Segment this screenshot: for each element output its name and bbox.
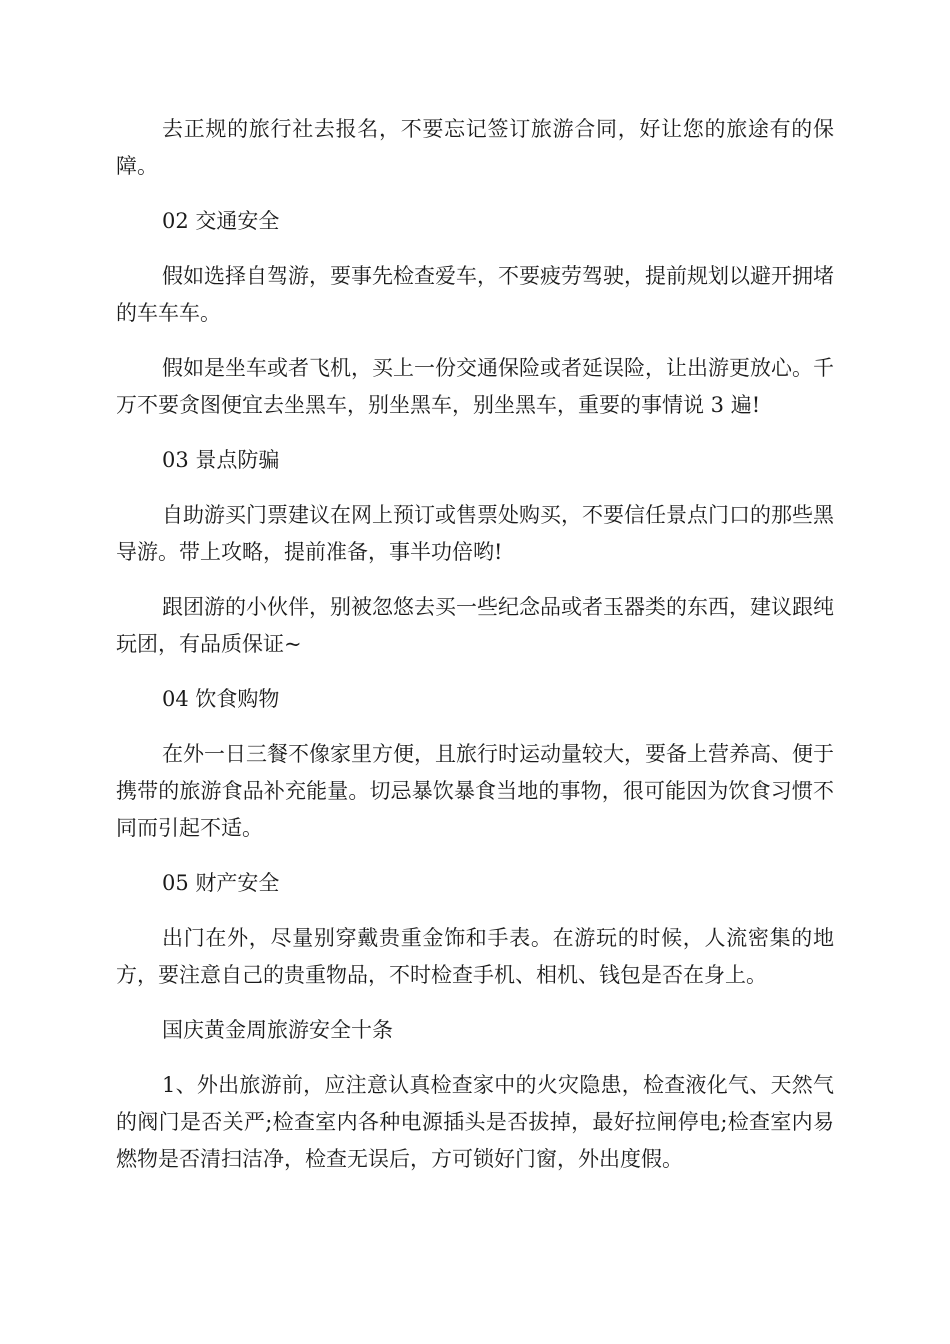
paragraph-self-drive: 假如选择自驾游，要事先检查爱车，不要疲劳驾驶，提前规划以避开拥堵的车车车。	[116, 264, 834, 325]
heading-property-safety: 05 财产安全	[162, 871, 280, 895]
heading-traffic-safety: 02 交通安全	[162, 209, 280, 233]
heading-ten-rules: 国庆黄金周旅游安全十条	[162, 1018, 393, 1042]
heading-scenic-spot-fraud: 03 景点防骗	[162, 448, 280, 472]
paragraph-transport-insurance: 假如是坐车或者飞机，买上一份交通保险或者延误险，让出游更放心。千万不要贪图便宜去坐黑车，别坐黑车，别坐黑车，重要的事情说 3 遍!	[116, 356, 834, 417]
paragraph-rule-1: 1、外出旅游前，应注意认真检查家中的火灾隐患，检查液化气、天然气的阀门是否关严;检查室内各种电源插头是否拔掉，最好拉闸停电;检查室内易燃物是否清扫洁净，检查无误后，方可锁好门窗，外出度假。	[116, 1073, 834, 1171]
document-page	[116, 111, 834, 1196]
paragraph-travel-agency: 去正规的旅行社去报名，不要忘记签订旅游合同，好让您的旅途有的保障。	[116, 117, 834, 178]
paragraph-meals: 在外一日三餐不像家里方便，且旅行时运动量较大，要备上营养高、便于携带的旅游食品补充能量。切忌暴饮暴食当地的事物，很可能因为饮食习惯不同而引起不适。	[116, 742, 834, 840]
heading-food-shopping: 04 饮食购物	[162, 687, 280, 711]
paragraph-valuables: 出门在外，尽量别穿戴贵重金饰和手表。在游玩的时候，人流密集的地方，要注意自己的贵重物品，不时检查手机、相机、钱包是否在身上。	[116, 926, 834, 987]
paragraph-group-tour: 跟团游的小伙伴，别被忽悠去买一些纪念品或者玉器类的东西，建议跟纯玩团，有品质保证~	[116, 595, 834, 656]
paragraph-tickets: 自助游买门票建议在网上预订或售票处购买，不要信任景点门口的那些黑导游。带上攻略，提前准备，事半功倍哟!	[116, 503, 834, 564]
